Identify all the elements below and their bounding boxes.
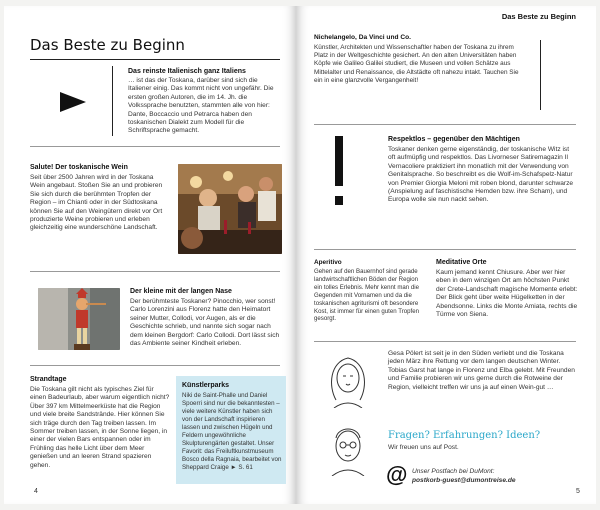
authors-question: Fragen? Erfahrungen? Ideen? [388, 430, 541, 441]
intro-rule [30, 146, 280, 147]
authors-subtext: Wir freuen uns auf Post. [388, 444, 459, 451]
aperitivo-heading: Aperitivo [314, 259, 342, 266]
mail-address[interactable]: postkorb-guest@dumontreise.de [412, 477, 516, 484]
author-portrait-2 [322, 418, 374, 481]
left-page [4, 6, 296, 504]
wine-rule [30, 271, 280, 272]
author-portrait-1 [322, 350, 374, 413]
authors-text: Gesa Pölert ist seit je in den Süden verliebt und die Toskana jeden März ihre Rettung vor dem langen deutschen Winter. Tobias Garst hat lange in Florenz und Elba gelebt. Mit Freunden und Familie probieren wir uns gerne durch die Rotweine der Region, vielleicht treffen wir uns ja auf einen Wein-gut … [388, 350, 575, 391]
page-number-right: 5 [576, 488, 580, 495]
pinocchio-photo [38, 288, 120, 350]
beach-heading: Strandtage [30, 376, 67, 383]
meditative-text: Kaum jemand kennt Chiusure. Aber wer hier eben in dem winzigen Ort am höchsten Punkt der Crete-Landschaft magische Momente erlebt: Der Blick geht über weite Hügelketten in der Abendsonne. Links die Monte Amiata, rechts die Türme von Siena. [436, 269, 578, 319]
artist-heading: Künstlerparks [182, 382, 230, 389]
artist-text: Niki de Saint-Phalle und Daniel Spoerri sind nur die bekanntesten – viele weitere Künstler haben sich von der Landschaft inspirieren lassen und zwischen Hügeln und Feldern ungewöhnliche Skulpturengärten gestaltet. Unser Favorit: das Freiluftkunstmuseum Bosco della Ragnaia, bearbeitet von Sheppard Craige ► S. 61 [182, 392, 282, 471]
pinocchio-text: Der berühmteste Toskaner? Pinocchio, wer sonst! Carlo Lorenzini aus Florenz hatte den Heimatort seiner Mutter, Collodi, vor Augen, als er die Geschichte schrieb, und nannte sich sogar nach dem kleinen Bergdorf: Carlo Collodi. Dort lässt sich das Ambiente seiner Kindheit erleben. [130, 298, 280, 348]
exclamation-icon [332, 136, 346, 213]
title-rule [30, 59, 280, 60]
niccolo-text: Künstler, Architekten und Wissenschaftler haben der Toskana zu ihrem Platz in der Weltgeschichte gesichert. An den alten Universitäten haben Köpfe wie Galileo Galilei studiert, die Museen und vollen Schätze aus Mittelalter und Renaissance, die Altstädte oft nahezu intakt. Tauchen Sie ein in eine glanzvolle Vergangenheit! [314, 44, 519, 84]
pinocchio-heading: Der kleine mit der langen Nase [130, 288, 232, 295]
page-number-left: 4 [34, 488, 38, 495]
wine-text: Seit über 2500 Jahren wird in der Toskana Wein angebaut. Stoßen Sie an und probieren Sie sich durch die berühmten Tropfen der Region – im Chianti oder in der Südtoskana können Sie auf den Weingütern direkt vor Ort produzierte Weine probieren und erleben gleichzeitig eine wunderschöne Landschaft. [30, 174, 163, 232]
pinocchio-rule [30, 365, 280, 366]
respect-heading: Respektlos – gegenüber den Mächtigen [388, 136, 520, 143]
page-title: Das Beste zu Beginn [30, 36, 185, 54]
niccolo-rule [314, 124, 576, 125]
page-header: Das Beste zu Beginn [501, 12, 576, 21]
niccolo-heading: Nichelangelo, Da Vinci und Co. [314, 34, 411, 41]
niccolo-divider [540, 40, 541, 110]
beach-text: Die Toskana gilt nicht als typisches Ziel für einen Badeurlaub, aber warum eigentlich nicht? Über 397 km Mittelmeerküste hat die Region und viele breite Sandstrände. Hier können Sie sich träge durch den Tag treiben lassen. Im Sommer treiben lassen, in der Sonne liegen, in einer der vielen Bars entspannen oder im Frühling das helle Licht über dem Meer genießen und an leeren Strand spazieren gehen. [30, 386, 170, 469]
middle-rule [314, 341, 576, 342]
wine-heading: Salute! Der toskanische Wein [30, 164, 128, 171]
arrow-icon [60, 92, 86, 117]
respect-rule [314, 249, 576, 250]
intro-text: … ist das der Toskana, darüber sind sich die Italiener einig. Das kommt nicht von ungefähr. Die ersten großen Autoren, die im 14. Jh. die Volkssprache benutzten, stammten alle von hier: Dante, Boccaccio und Petrarca haben den toskanischen Dialekt zum Modell für die Schriftsprache gemacht. [128, 77, 274, 135]
aperitivo-text: Gehen auf den Bauernhof sind gerade landwirtschaftlichen Böden der Region ein tolles Erlebnis. Mehr kennt man die Gegenden mit Vornamen und da die toskanischen agriturismi oft besondere Kost, ist immer für einen guten Tropfen gesorgt. [314, 268, 420, 323]
at-icon: @ [386, 462, 408, 487]
mail-label: Unser Postfach bei DuMont: [412, 468, 495, 475]
intro-heading: Das reinste Italienisch ganz Italiens [128, 68, 246, 75]
right-page [296, 6, 596, 504]
wine-photo [178, 164, 282, 254]
meditative-heading: Meditative Orte [436, 259, 487, 266]
respect-text: Toskaner denken gerne eigenständig, der toskanische Witz ist oft aufmüpfig und respektlos. Das Livorneser Satiremagazin Il Vernacoliere praktiziert ihn monatlich mit der Verwendung von Genitalsprache. So beschreibt es die Wolf-im-Schafspelz-Natur von Premier Giorgia Meloni mit roben blond, darunter schwarze (Anspielung auf faschistische Hemden bzw. ihre Scham), und Europa wolle sie nun nackt sehen. [388, 146, 574, 204]
intro-divider [112, 66, 113, 136]
